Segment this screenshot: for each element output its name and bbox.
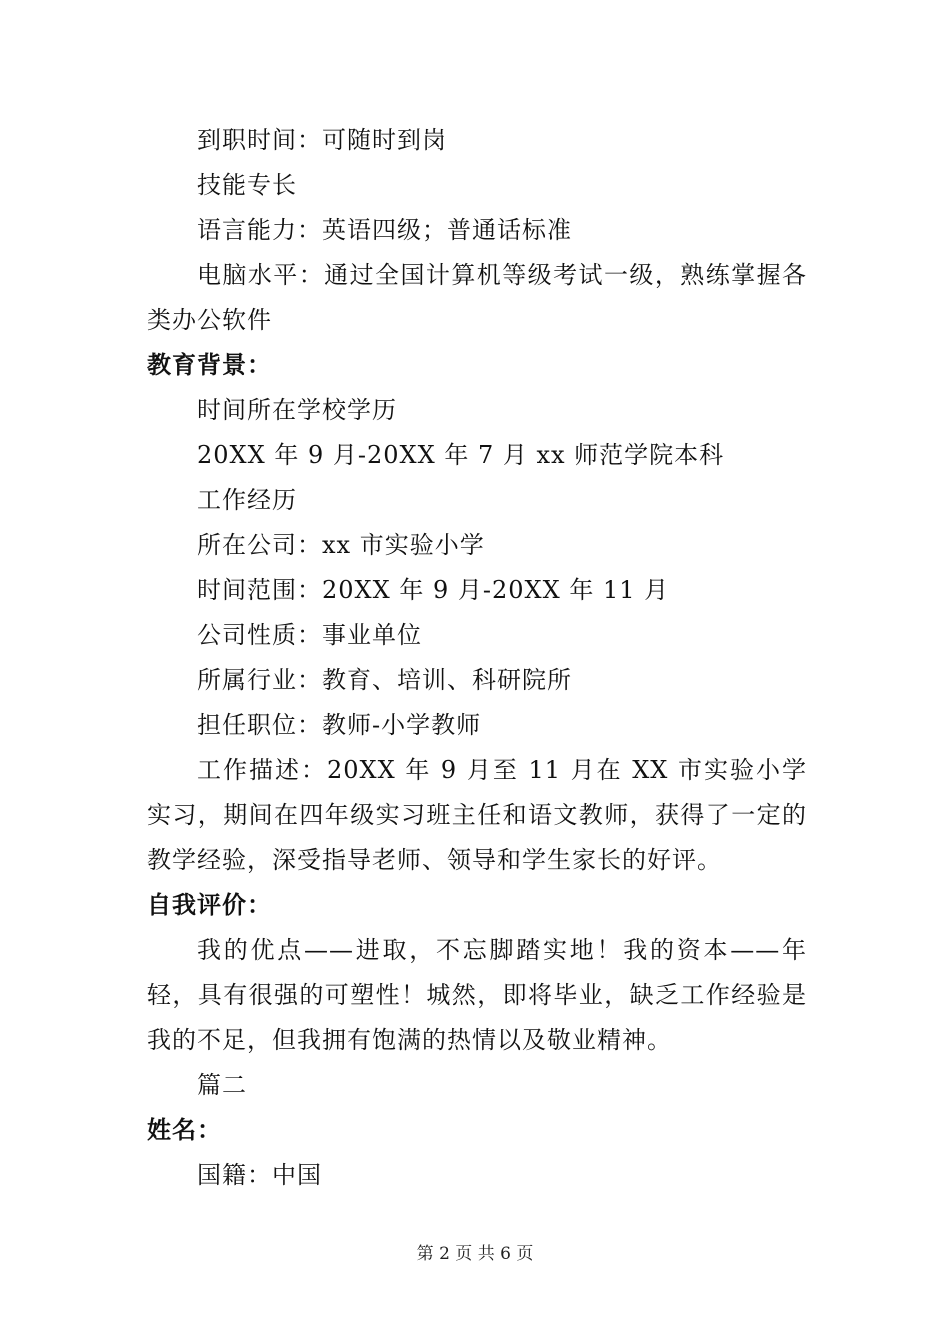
time-range-line: 时间范围：20XX 年 9 月-20XX 年 11 月 [197,576,670,604]
document-body [147,118,807,1198]
work-description: 工作描述：20XX 年 9 月至 11 月在 XX 市实验小学实习，期间在四年级实习班主任和语文教师，获得了一定的教学经验，深受指导老师、领导和学生家长的好评。 [147,756,807,874]
company-type-line: 公司性质：事业单位 [197,621,422,649]
part-two-label: 篇二 [197,1071,247,1099]
arrival-time-line: 到职时间：可随时到岗 [197,126,447,154]
industry-line: 所属行业：教育、培训、科研院所 [197,666,572,694]
education-table-header: 时间所在学校学历 [197,396,397,424]
nationality-line: 国籍：中国 [197,1161,322,1189]
language-line: 语言能力：英语四级；普通话标准 [197,216,572,244]
education-row: 20XX 年 9 月-20XX 年 7 月 xx 师范学院本科 [197,441,725,469]
self-evaluation-heading: 自我评价： [147,891,272,919]
self-evaluation-text: 我的优点——进取，不忘脚踏实地！我的资本——年轻，具有很强的可塑性！城然，即将毕业，缺乏工作经验是我的不足，但我拥有饱满的热情以及敬业精神。 [147,936,807,1054]
company-line: 所在公司：xx 市实验小学 [197,531,485,559]
skills-title: 技能专长 [197,171,297,199]
work-experience-title: 工作经历 [197,486,297,514]
name-heading: 姓名： [147,1116,222,1144]
education-heading: 教育背景： [147,351,272,379]
computer-line: 电脑水平：通过全国计算机等级考试一级，熟练掌握各类办公软件 [147,261,807,334]
page-footer: 第 2 页 共 6 页 [416,1244,534,1264]
position-line: 担任职位：教师-小学教师 [197,711,482,739]
